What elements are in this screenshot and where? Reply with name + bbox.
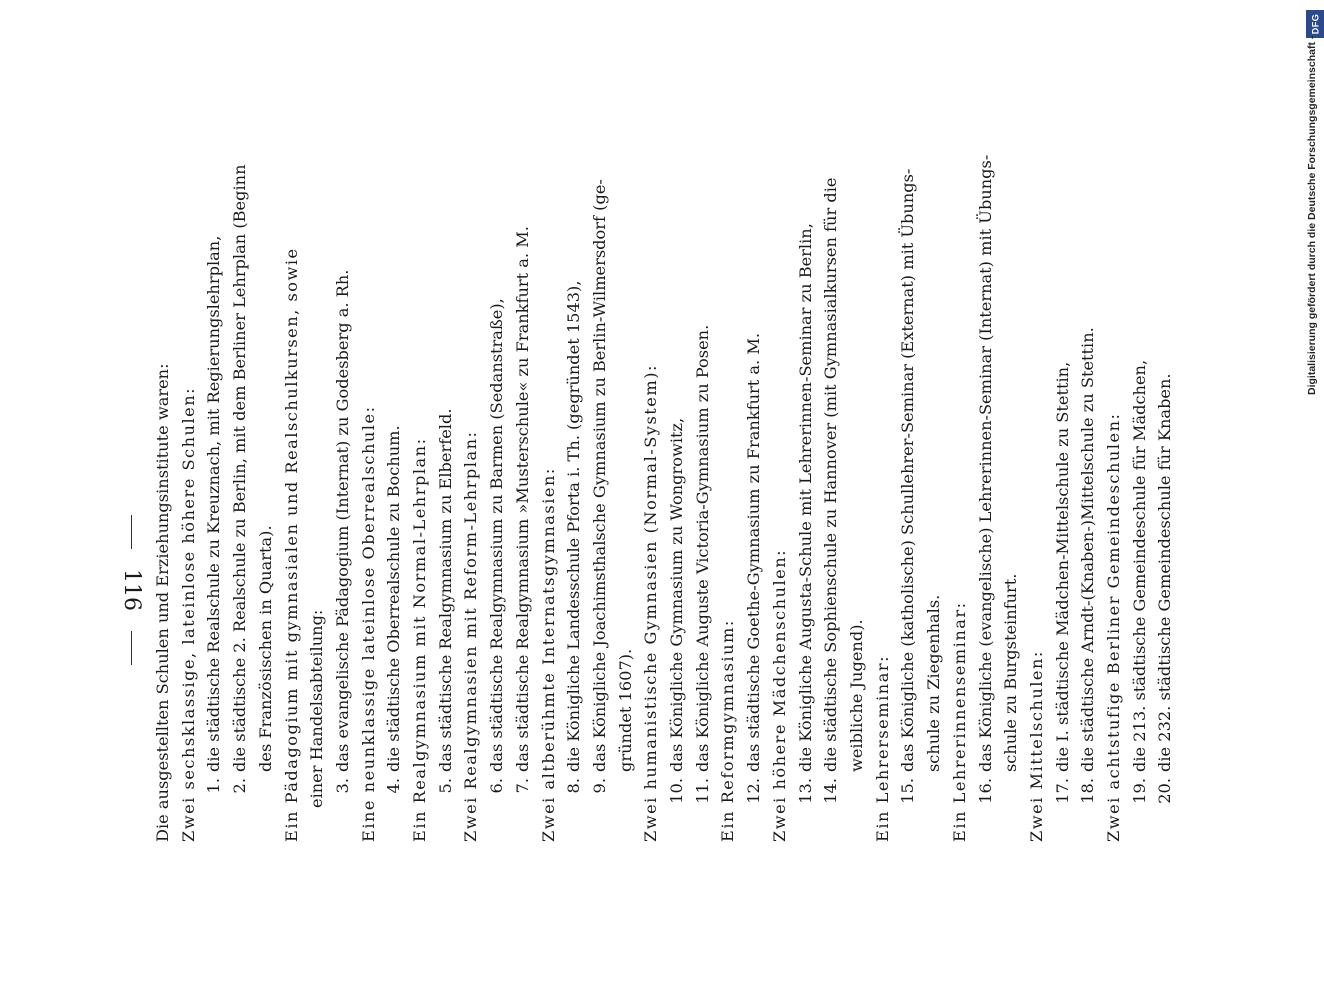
section-heading: Zwei Realgymnasien mit Reform-Lehrplan: [461,430,481,842]
dfg-logo: DFG [1306,10,1324,38]
item-number: 9. [589,778,609,794]
section-heading: Zwei humanistische Gymnasien (Normal-System): [641,364,661,842]
section-heading: Zwei höhere Mädchenschulen: [769,548,789,842]
item-number: 2. [230,778,250,794]
section-heading: Ein Reformgymnasium: [718,619,738,842]
heading-continuation: einer Handelsabteilung: [307,609,327,808]
item-number: 18. [1078,778,1098,804]
list-item [664,242,690,842]
item-number: 7. [512,778,532,794]
list-item [895,168,921,842]
item-number: 8. [564,778,584,794]
list-item [973,154,999,842]
intro-text: Die ausgestellten Schulen und Erziehungsinstitute waren: [153,363,172,842]
item-number: 1. [204,778,224,794]
item-text: die Königliche Landesschule Pforta i. Th. (gegründet 1543), [564,280,584,772]
section-heading: Ein Realgymnasium mit Normal-Lehrplan: [410,437,430,842]
item-number: 19. [1129,778,1149,804]
page-body [150,154,1190,842]
page-header [112,460,152,720]
item-continuation: weibliche Jugend). [846,619,866,772]
list-item [1152,242,1178,842]
item-text: die Königliche Augusta-Schule mit Lehrerinnen-Seminar zu Berlin, [795,223,815,772]
item-number: 11. [692,778,712,804]
list-item [201,235,227,842]
section-heading: Zwei sechsklassige, lateinlose höhere Schulen: [178,386,198,842]
item-text: die 232. städtische Gemeindeschule für Knaben. [1155,373,1175,772]
item-number: 14. [821,778,841,804]
item-text: die 213. städtische Gemeindeschule für Mädchen, [1129,359,1149,772]
item-text: das Königliche (evangelische) Lehrerinnen-Seminar (Internat) mit Übungs- [975,154,995,772]
header-rule-left [132,515,133,549]
section-heading: Ein Lehrerinnenseminar: [949,601,969,842]
item-text: das Königliche Joachimsthalsche Gymnasium zu Berlin-Wilmersdorf (ge- [589,179,609,772]
list-item [510,226,536,842]
item-text: die städtische Arndt-(Knaben-)Mittelschule zu Stettin. [1078,327,1098,772]
item-text: die städtische Sophienschule zu Hannover (mit Gymnasialkursen für die [821,177,841,772]
item-number: 6. [487,778,507,794]
list-item [433,242,459,842]
list-item [690,242,716,842]
section-heading: Ein Lehrerseminar: [872,654,892,842]
page-number: 116 [119,569,145,611]
list-item [1050,242,1076,842]
item-text: das städtische Realgymnasium zu Barmen (Sedanstraße), [487,298,507,772]
item-continuation: schule zu Ziegenhals. [924,594,944,772]
list-item [1127,242,1153,842]
item-number: 20. [1155,778,1175,804]
item-text: die städtische Realschule zu Kreuznach, mit Regierungslehrplan, [204,235,224,772]
list-item [793,223,819,842]
item-continuation: gründet 1607). [615,648,635,772]
list-item [587,179,613,842]
item-text: das Königliche (katholische) Schullehrer-Seminar (Externat) mit Übungs- [898,168,918,772]
text-lines [150,154,1178,842]
list-item [381,242,407,842]
section-heading: Zwei achtstufige Berliner Gemeindeschulen: [1104,412,1124,842]
header-rule-right [132,631,133,665]
item-number: 10. [667,778,687,804]
dfg-watermark-text: Digitalisierung gefördert durch die Deutsche Forschungsgemeinschaft - [1306,35,1318,395]
item-number: 15. [898,778,918,804]
item-number: 4. [384,778,404,794]
section-heading: Zwei altberühmte Internatsgymnasien: [538,467,558,842]
list-item [818,177,844,842]
item-text: das städtische Goethe-Gymnasium zu Frankfurt a. M. [744,332,764,772]
item-number: 16. [975,778,995,804]
item-text: die städtische 2. Realschule zu Berlin, mit dem Berliner Lehrplan (Beginn [230,164,250,772]
item-text: das Königliche Auguste Victoria-Gymnasium zu Posen. [692,324,712,772]
item-number: 13. [795,778,815,804]
item-text: das evangelische Pädagogium (Internat) zu Godesberg a. Rh. [332,269,352,772]
item-text: die I. städtische Mädchen-Mittelschule zu Stettin, [1052,361,1072,772]
item-number: 5. [435,778,455,794]
section-heading: Ein Pädagogium mit gymnasialen und Realschulkursen, sowie [281,247,301,842]
item-number: 17. [1052,778,1072,804]
item-text: das städtische Realgymnasium zu Elberfeld. [435,408,455,772]
list-item [330,242,356,842]
list-item [1075,242,1101,842]
section-heading: Zwei Mittelschulen: [1026,650,1046,842]
item-continuation: schule zu Burgsteinfurt. [1001,573,1021,772]
item-text: das Königliche Gymnasium zu Wongrowitz, [667,417,687,772]
item-continuation: des Französischen in Quarta). [255,525,275,772]
list-item [741,242,767,842]
item-number: 12. [744,778,764,804]
list-item [561,242,587,842]
item-text: die städtische Oberrealschule zu Bochum. [384,425,404,772]
list-item [227,164,253,842]
item-number: 3. [332,778,352,794]
list-item [484,242,510,842]
item-text: das städtische Realgymnasium »Musterschule« zu Frankfurt a. M. [512,226,532,772]
section-heading: Eine neunklassige lateinlose Oberrealschule: [358,405,378,842]
